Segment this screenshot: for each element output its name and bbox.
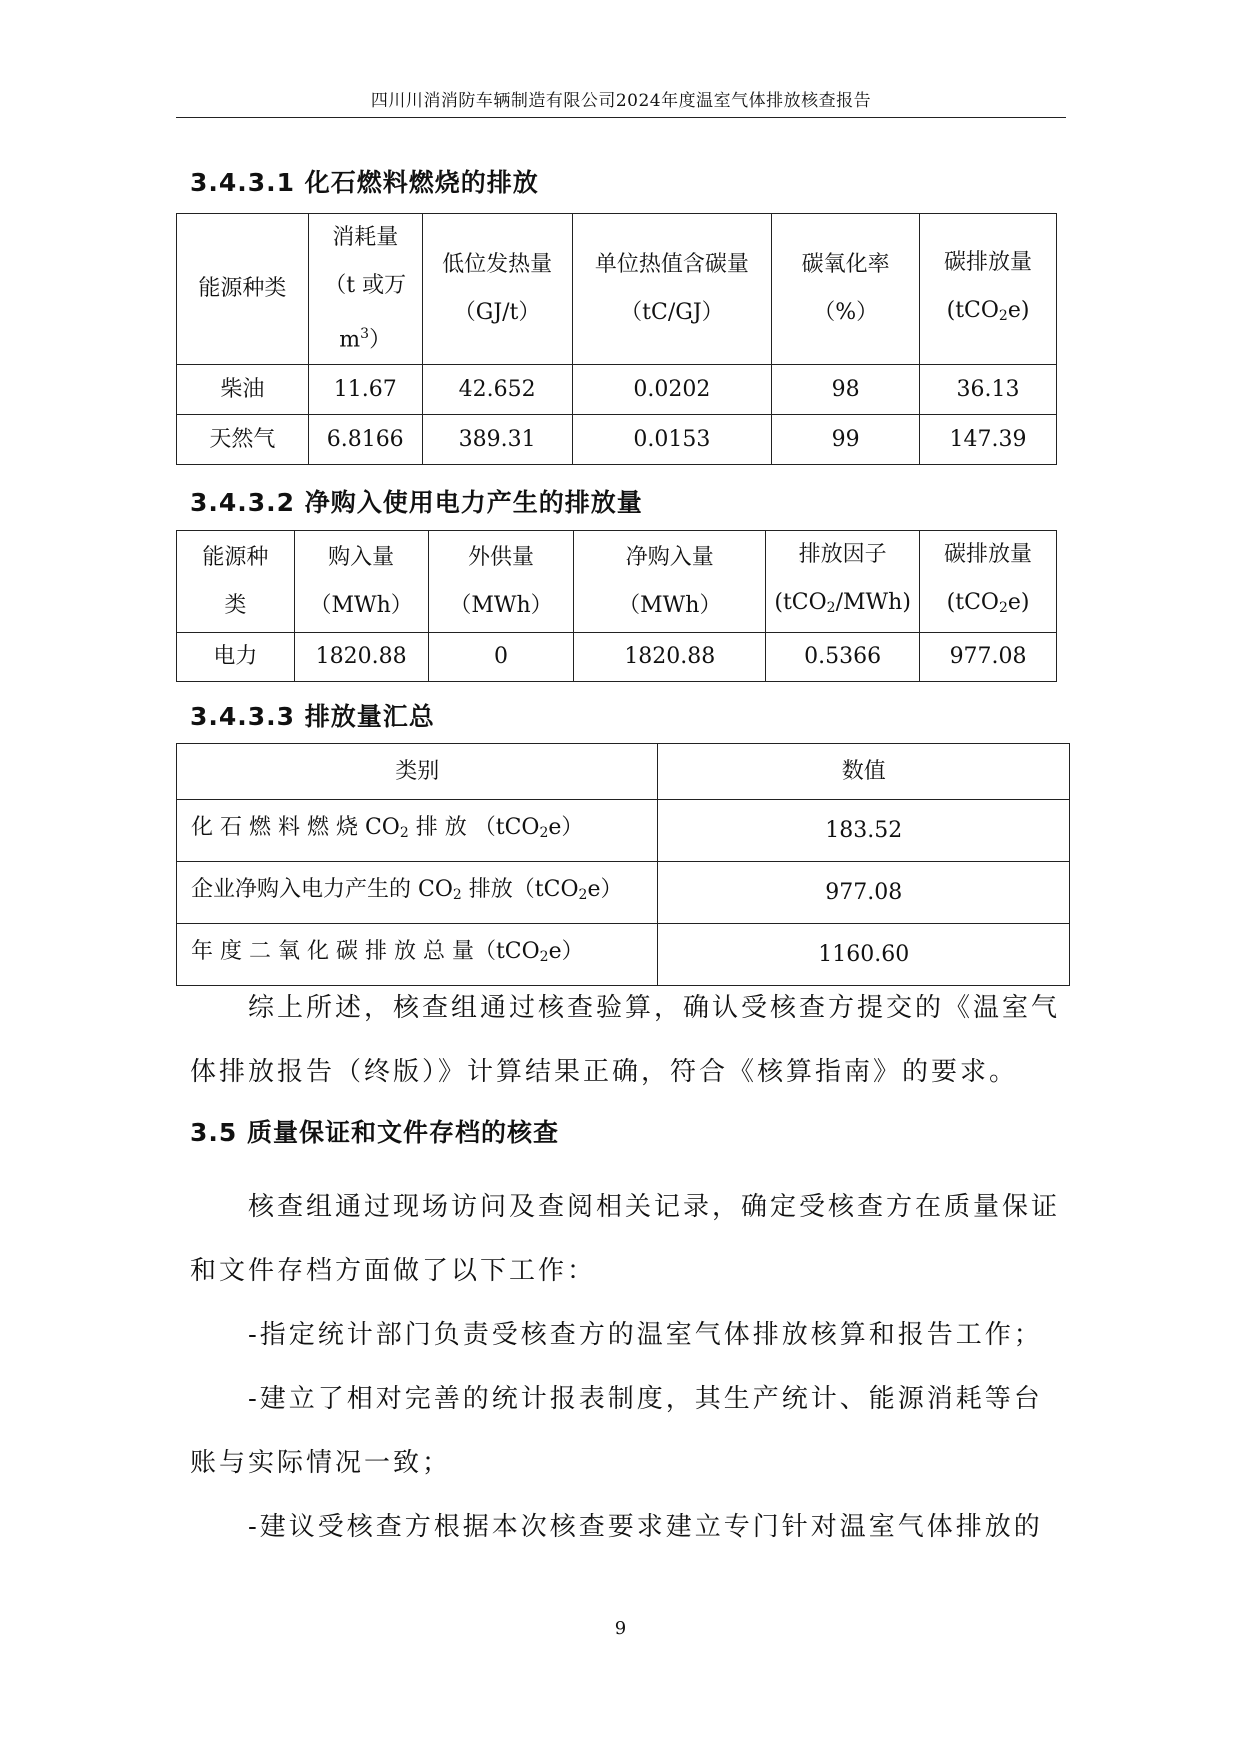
row-label: 企业净购入电力产生的 $CO_2$ 排放（tCO$_2$e） xyxy=(177,862,658,924)
cell: 36.13 xyxy=(920,365,1057,415)
electricity-table xyxy=(176,530,1057,682)
section-heading-3-4-3-1: 3.4.3.1 化石燃料燃烧的排放 xyxy=(190,168,539,197)
cell: 6.8166 xyxy=(308,415,422,465)
paragraph-item-1: -指定统计部门负责受核查方的温室气体排放核算和报告工作； xyxy=(248,1320,1043,1350)
row-label: 年 度 二 氧 化 碳 排 放 总 量（tCO$_2$e） xyxy=(177,924,658,986)
page-header: 四川川消消防车辆制造有限公司2024年度温室气体排放核查报告 xyxy=(370,91,872,111)
row-value: 183.52 xyxy=(658,800,1070,862)
header-energy-type: 能源种类 xyxy=(177,214,309,365)
table-row xyxy=(177,862,1070,924)
cell: 11.67 xyxy=(308,365,422,415)
header-value: 数值 xyxy=(658,744,1070,800)
table-header-row xyxy=(177,214,1057,365)
paragraph-item-2: -建立了相对完善的统计报表制度，其生产统计、能源消耗等台账与实际情况一致； xyxy=(190,1384,1043,1478)
cell: 1820.88 xyxy=(574,633,766,682)
header-net-purchased: 净购入量 （MWh） xyxy=(574,531,766,633)
row-value: 977.08 xyxy=(658,862,1070,924)
cell: 977.08 xyxy=(920,633,1057,682)
header-energy-type: 能源种 类 xyxy=(177,531,295,633)
section-heading-3-4-3-3: 3.4.3.3 排放量汇总 xyxy=(190,702,435,731)
section-heading-3-4-3-2: 3.4.3.2 净购入使用电力产生的排放量 xyxy=(190,488,643,517)
section-heading-3-5: 3.5 质量保证和文件存档的核查 xyxy=(190,1118,559,1147)
header-purchased: 购入量 （MWh） xyxy=(294,531,428,633)
row-value: 1160.60 xyxy=(658,924,1070,986)
cell: 147.39 xyxy=(920,415,1057,465)
cell: 99 xyxy=(772,415,920,465)
page-number: 9 xyxy=(614,1618,627,1639)
fossil-fuel-table xyxy=(176,213,1057,465)
paragraph-item-3: -建议受核查方根据本次核查要求建立专门针对温室气体排放的 xyxy=(248,1512,1043,1542)
cell: 0.0202 xyxy=(572,365,772,415)
cell: 柴油 xyxy=(177,365,309,415)
header-emission-factor: 排放因子 (tCO$_2$/MWh) xyxy=(766,531,920,633)
header-consumption: 消耗量 （t 或万 $m^3$） xyxy=(308,214,422,365)
cell: 0.5366 xyxy=(766,633,920,682)
cell: 天然气 xyxy=(177,415,309,465)
cell: 42.652 xyxy=(422,365,572,415)
cell: 0.0153 xyxy=(572,415,772,465)
header-emissions: 碳排放量 (tCO$_2$e) xyxy=(920,214,1057,365)
cell: 389.31 xyxy=(422,415,572,465)
header-low-heat-value: 低位发热量 （GJ/t） xyxy=(422,214,572,365)
table-header-row xyxy=(177,744,1070,800)
row-label: 化 石 燃 料 燃 烧 $CO_2$ 排 放 （tCO$_2$e） xyxy=(177,800,658,862)
paragraph-conclusion: 综上所述，核查组通过核查验算，确认受核查方提交的《温室气体排放报告（终版）》计算结果正确，符合《核算指南》的要求。 xyxy=(190,993,1061,1087)
header-carbon-content: 单位热值含碳量 （tC/GJ） xyxy=(572,214,772,365)
table-row xyxy=(177,800,1070,862)
cell: 电力 xyxy=(177,633,295,682)
paragraph-qa-intro: 核查组通过现场访问及查阅相关记录，确定受核查方在质量保证和文件存档方面做了以下工作： xyxy=(190,1192,1061,1286)
summary-table xyxy=(176,743,1070,986)
header-oxidation-rate: 碳氧化率 （%） xyxy=(772,214,920,365)
cell: 1820.88 xyxy=(294,633,428,682)
header-rule xyxy=(176,117,1066,118)
table-header-row xyxy=(177,531,1057,633)
table-row xyxy=(177,633,1057,682)
cell: 98 xyxy=(772,365,920,415)
header-emissions: 碳排放量 (tCO$_2$e) xyxy=(920,531,1057,633)
table-row xyxy=(177,415,1057,465)
header-category: 类别 xyxy=(177,744,658,800)
cell: 0 xyxy=(428,633,574,682)
header-supplied: 外供量 （MWh） xyxy=(428,531,574,633)
table-row xyxy=(177,365,1057,415)
